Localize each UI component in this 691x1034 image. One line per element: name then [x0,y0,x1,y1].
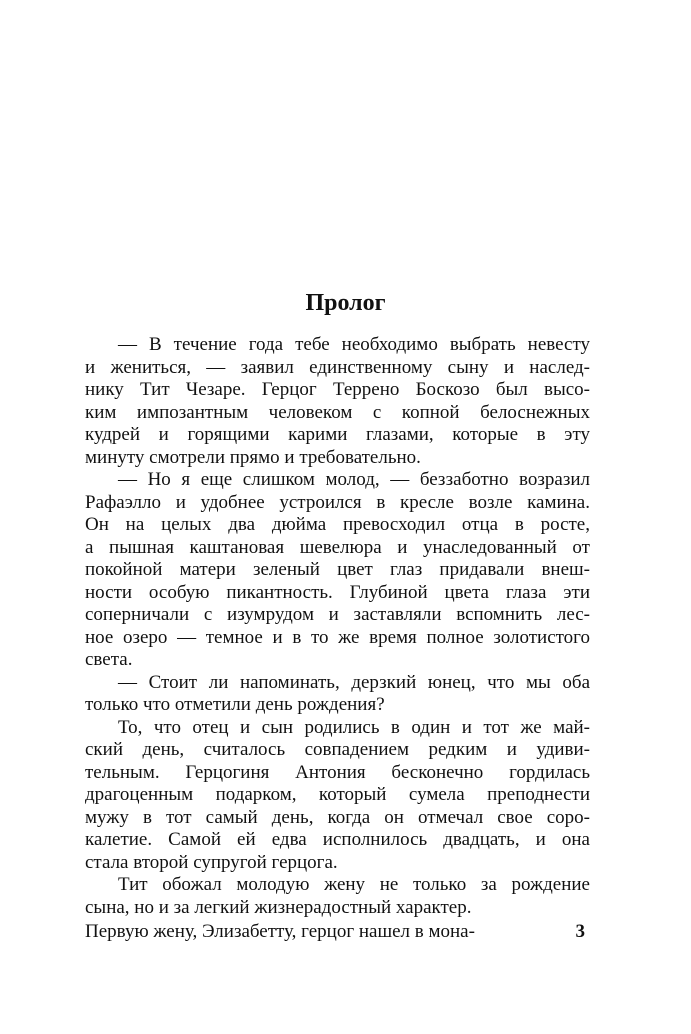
text-line: Тит обожал молодую жену не только за рождение [118,874,590,895]
text-line: ский день, считалось совпадением редким и удиви- [85,739,590,760]
text-line: ности особую пикантность. Глубиной цвета глаза эти [85,581,590,603]
text-line: стала второй супругой герцога. [85,851,338,873]
body-text [85,334,590,944]
text-line: — Стоит ли напоминать, дерзкий юнец, что мы оба [118,671,590,693]
text-line: света. [85,649,133,670]
text-line: только что отметили день рождения? [85,694,385,715]
text-line: мужу в тот самый день, когда он отмечал свое соро- [85,806,590,828]
text-line: драгоценным подарком, который сумела преподнести [85,784,590,805]
text-line: сына, но и за легкий жизнерадостный характер. [85,896,472,918]
text-line: тельным. Герцогиня Антония бесконечно гордилась [85,761,590,783]
text-line: покойной матери зеленый цвет глаз придавали внеш- [85,559,590,580]
text-line: кудрей и горящими карими глазами, которые в эту [85,424,590,445]
last-line: Первую жену, Элизабетту, герцог нашел в мона- [85,921,475,942]
text-line: ное озеро — темное и в то же время полное золотистого [85,626,590,648]
text-line: и жениться, — заявил единственному сыну и наслед- [85,356,590,378]
text-line: соперничали с изумрудом и заставляли вспомнить лес- [85,604,590,625]
text-line: нику Тит Чезаре. Герцог Террено Боскозо был высо- [85,379,590,400]
text-line: То, что отец и сын родились в один и тот же май- [118,716,590,738]
text-line: — В течение года тебе необходимо выбрать невесту [118,334,590,355]
text-line: а пышная каштановая шевелюра и унаследованный от [85,536,590,558]
text-line: — Но я еще слишком молод, — беззаботно возразил [118,469,590,490]
text-line: ким импозантным человеком с копной белоснежных [85,401,590,423]
text-line: минуту смотрели прямо и требовательно. [85,446,421,468]
text-line: Он на целых два дюйма превосходил отца в росте, [85,514,590,535]
last-row [85,921,590,944]
text-line: калетие. Самой ей едва исполнилось двадцать, и она [85,829,590,850]
chapter-title: Пролог [305,290,386,316]
text-line: Рафаэлло и удобнее устроился в кресле возле камина. [85,491,590,513]
page-number: 3 [575,921,585,942]
text-lines [85,334,590,919]
